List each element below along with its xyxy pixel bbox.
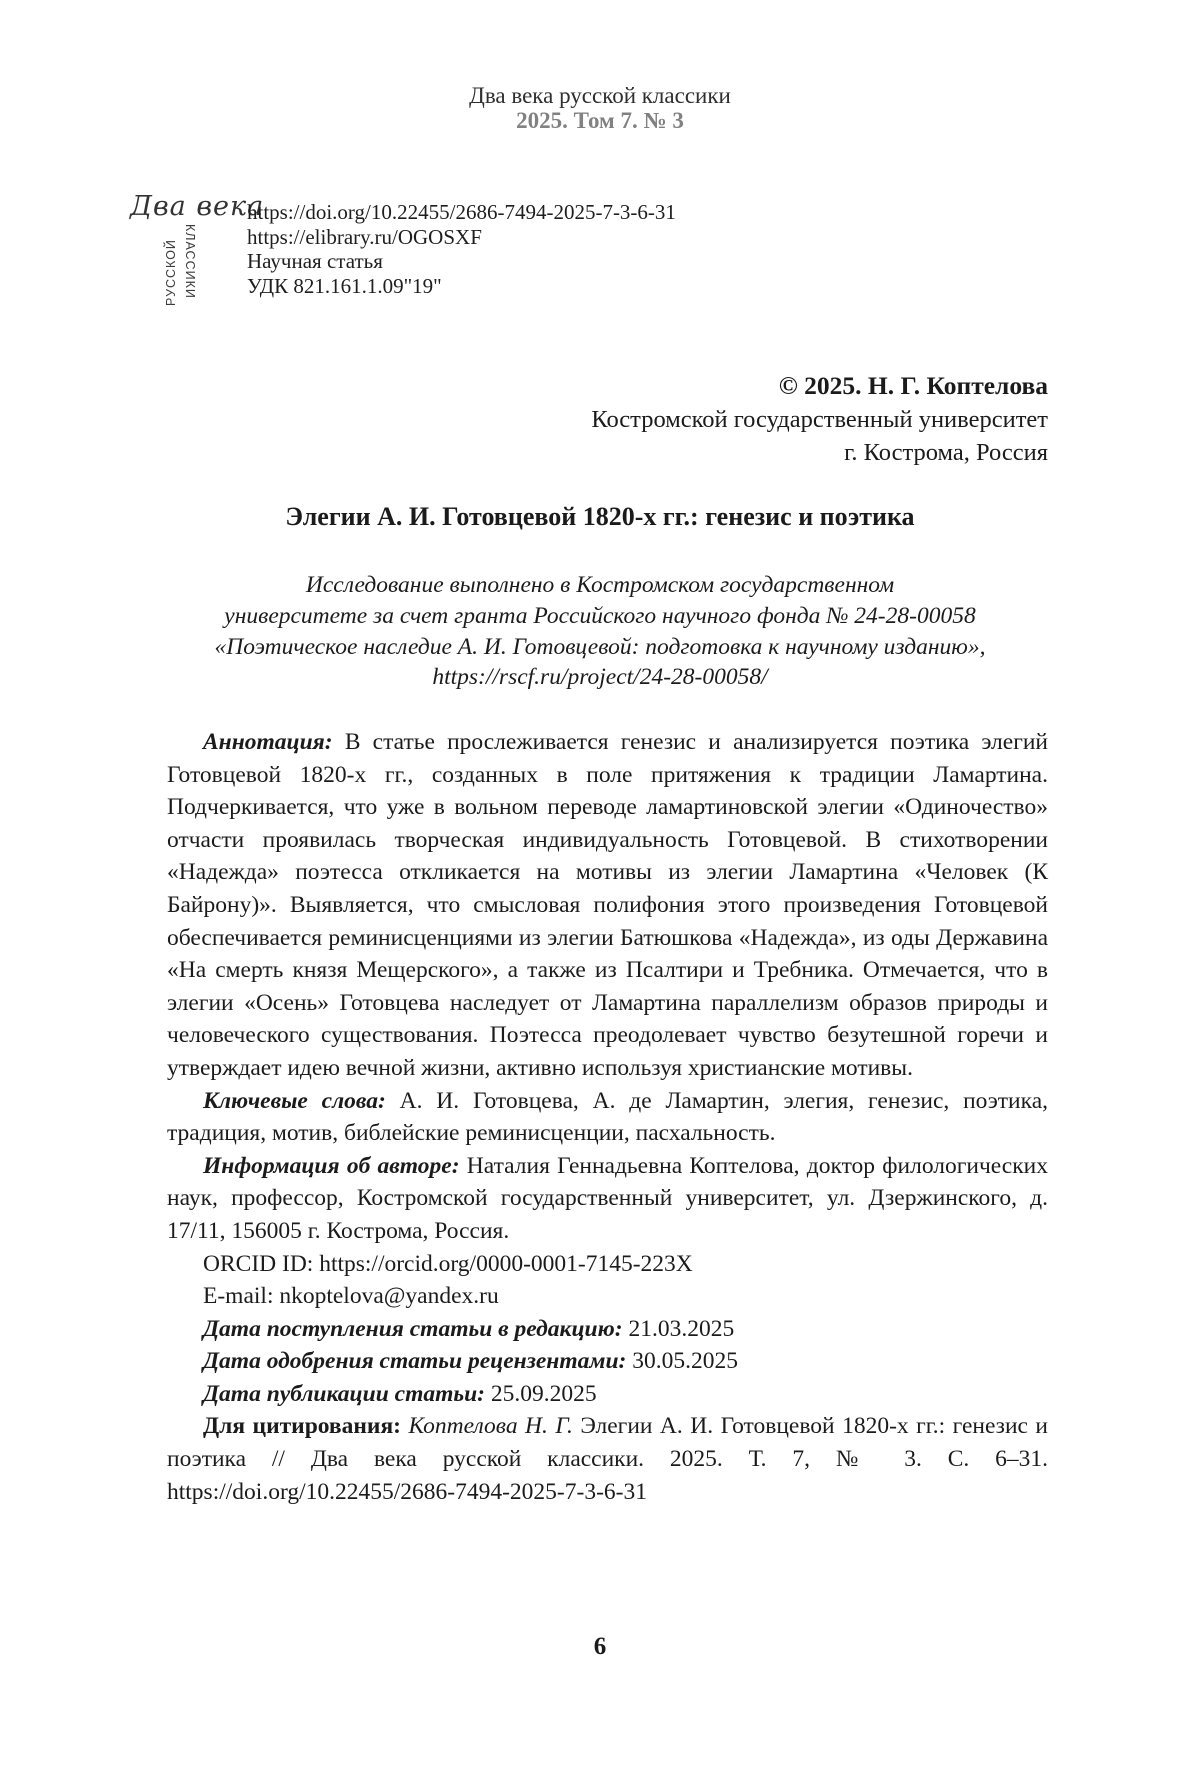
author-affiliation: Костромской государственный университет <box>591 405 1048 433</box>
text-run: ORCID ID: https://orcid.org/0000-0001-7145-223X <box>203 1250 693 1277</box>
text-run: В статье прослеживается генезис и анализируется поэтика элегий Готовцевой 1820-х гг., созданных в поле притяжения к традиции Ламартина. Подчеркивается, что уже в вольном переводе ламартиновской элегии «Одиночество» отчасти проявилась творческая индивидуальность Готовцевой. В стихотворении «Надежда» поэтесса откликается на мотивы из элегии Ламартина «Человек (К Байрону)». Выявляется, что смысловая полифония этого произведения Готовцевой обеспечивается реминисценциями из элегии Батюшкова «Надежда», из оды Державина «На смерть князя Мещерского», а также из Псалтири и Требника. Отмечается, что в элегии «Осень» Готовцева наследует от Ламартина параллелизм образов природы и человеческого существования. Поэтесса преодолевает чувство безутешной горечи и утверждает идею вечной жизни, активно используя христианские мотивы. <box>167 729 1048 1081</box>
text-run: Информация об авторе: <box>203 1152 467 1179</box>
logo-word-klassiki: КЛАССИКИ <box>183 224 197 299</box>
paragraph <box>167 726 1048 1085</box>
text-run: Элегии А. И. Готовцевой 1820-х гг.: генезис и поэтика // Два века русской классики. 2025. Т. 7, № 3. С. 6–31. https://doi.org/10.22455/2686-7494-2025-7-3-6-31 <box>167 1413 1048 1505</box>
text-run: Дата одобрения статьи рецензентами: <box>203 1348 633 1375</box>
paragraph <box>167 1248 1048 1281</box>
journal-logo-script: Два века <box>130 191 265 222</box>
article-meta-block <box>247 200 676 298</box>
body-paragraphs <box>167 726 1048 1508</box>
journal-issue: 2025. Том 7. № 3 <box>516 108 684 133</box>
doi-link: https://doi.org/10.22455/2686-7494-2025-7-3-6-31 <box>247 200 676 224</box>
article-title: Элегии А. И. Готовцевой 1820-х гг.: генезис и поэтика <box>285 502 915 531</box>
paragraph <box>167 1150 1048 1248</box>
text-run: Дата публикации статьи: <box>203 1380 491 1407</box>
text-run: Ключевые слова: <box>203 1087 400 1114</box>
copyright-author: © 2025. Н. Г. Коптелова <box>778 371 1048 400</box>
copyright-block <box>591 369 1048 470</box>
journal-title: Два века русской классики <box>469 83 731 108</box>
paragraph <box>167 1280 1048 1313</box>
funding-note: Исследование выполнено в Костромском государственном университете за счет гранта Российского научного фонда № 24-28-00058 «Поэтическое наследие А. И. Готовцевой: подготовка к научному изданию», https://rscf.ru/project/24-28-00058/ <box>214 572 986 691</box>
text-run: А. И. Готовцева, А. де Ламартин, элегия, генезис, поэтика, традиция, мотив, библейские реминисценции, пасхальность. <box>167 1087 1048 1147</box>
text-run: Наталия Геннадьевна Коптелова, доктор филологических наук, профессор, Костромской государственный университет, ул. Дзержинского, д. 17/11, 156005 г. Кострома, Россия. <box>167 1152 1048 1244</box>
paragraph <box>167 1345 1048 1378</box>
text-run: 30.05.2025 <box>632 1348 739 1375</box>
article-type-label: Научная статья <box>247 249 383 274</box>
author-city: г. Кострома, Россия <box>844 439 1048 466</box>
text-run: 21.03.2025 <box>628 1315 735 1342</box>
udk-label: УДК 821.161.1.09"19" <box>247 273 442 298</box>
journal-header <box>160 84 1040 133</box>
paragraph <box>167 1313 1048 1346</box>
text-run: E-mail: nkoptelova@yandex.ru <box>203 1283 499 1310</box>
logo-word-russkoy: РУССКОЙ <box>164 239 178 306</box>
paragraph <box>167 1410 1048 1508</box>
text-run: Аннотация: <box>203 729 345 755</box>
paragraph <box>167 1085 1048 1150</box>
elibrary-link: https://elibrary.ru/OGOSXF <box>247 224 482 249</box>
text-run: Коптелова Н. Г. <box>408 1413 581 1440</box>
text-run: 25.09.2025 <box>490 1380 597 1407</box>
text-run: Для цитирования: <box>203 1413 409 1440</box>
text-run: Дата поступления статьи в редакцию: <box>203 1315 629 1342</box>
journal-logo-vertical <box>164 224 197 306</box>
paragraph <box>167 1378 1048 1411</box>
page-number: 6 <box>593 1633 607 1660</box>
